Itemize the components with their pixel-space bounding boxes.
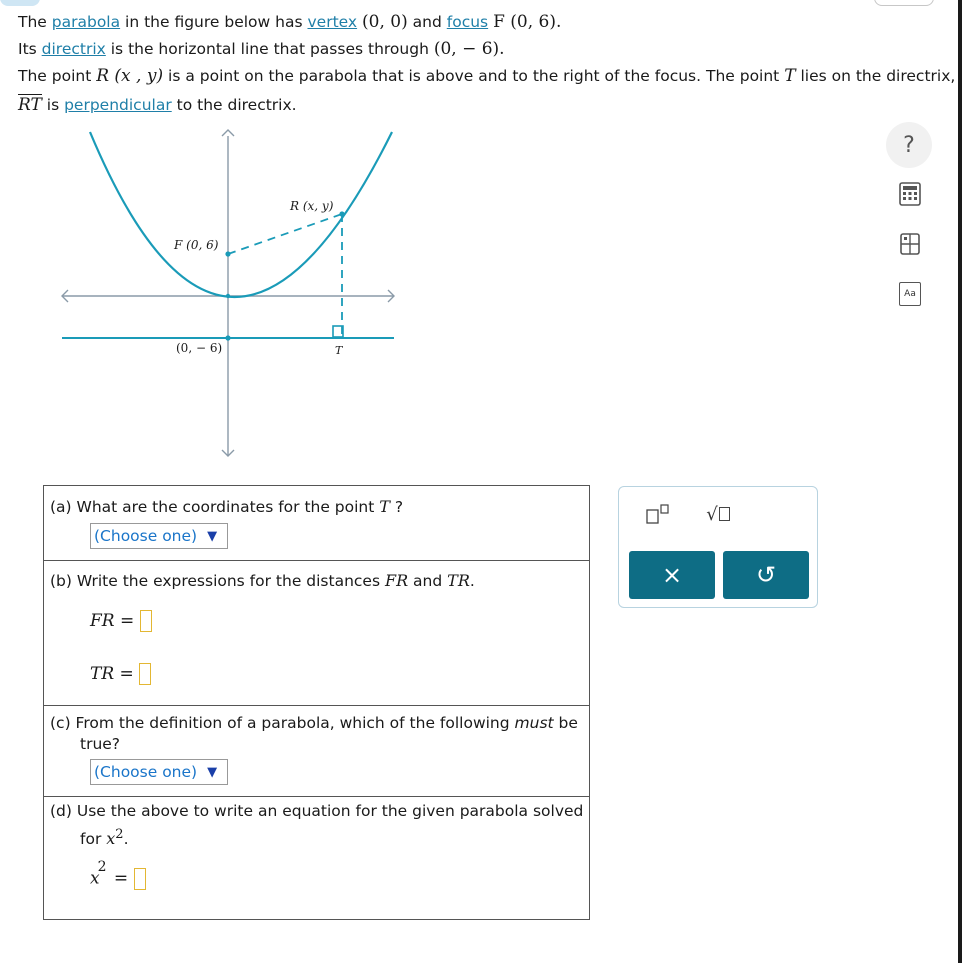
part-c-text: (c) From the definition of a parabola, which of the following (50, 714, 515, 732)
part-a-var: T (379, 497, 390, 516)
x2-answer-box[interactable] (134, 868, 146, 890)
glossary-icon: Aa (899, 282, 921, 306)
math-tool-palette (618, 486, 818, 608)
tr-answer-box[interactable] (139, 663, 151, 685)
link-focus[interactable]: focus (446, 13, 489, 31)
undo-button[interactable]: ↺ (723, 551, 809, 599)
intro-line-4 (18, 95, 297, 115)
clear-button[interactable]: × (629, 551, 715, 599)
segment-fr (228, 214, 342, 254)
question-box (43, 485, 590, 920)
part-d-sup: 2 (115, 827, 124, 842)
square-root-icon (706, 504, 729, 525)
intro-text: to the directrix. (171, 96, 297, 114)
glossary-button[interactable] (894, 278, 926, 310)
superscript-button[interactable] (629, 491, 687, 537)
part-b-tr: TR (447, 571, 470, 590)
sqrt-box (719, 507, 730, 521)
directrix-point-marker (225, 335, 230, 340)
part-a (44, 486, 589, 561)
vertex-point (226, 294, 230, 298)
focus-point (225, 251, 230, 256)
part-b-fr: FR (384, 571, 409, 590)
label-t: T (335, 344, 343, 357)
part-c-select-label: (Choose one) (94, 763, 198, 781)
intro-text: in the figure below has (120, 13, 308, 31)
link-directrix[interactable]: directrix (41, 40, 106, 58)
intro-text: is the horizontal line that passes through (105, 40, 434, 58)
part-c-select[interactable] (90, 759, 228, 785)
link-vertex[interactable]: vertex (307, 13, 358, 31)
x2-equation-sup: 2 (97, 859, 107, 875)
sqrt-symbol: √ (706, 503, 718, 525)
x2-equation (90, 859, 146, 890)
segment-rt: RT (18, 95, 42, 115)
part-b-text: (b) Write the expressions for the distances (50, 572, 385, 590)
intro-text: Its (18, 40, 42, 58)
part-b-period: . (469, 572, 475, 590)
part-d-var: x (106, 829, 116, 849)
part-c-must: must (514, 714, 554, 732)
top-right-control[interactable] (874, 0, 934, 6)
part-d-prompt-line2 (80, 827, 129, 848)
calculator-button[interactable] (894, 178, 926, 210)
parabola-curve (90, 132, 392, 297)
intro-line-3 (18, 66, 955, 86)
part-c-prompt-line1 (50, 714, 578, 732)
parabola-graph (50, 128, 400, 463)
tr-equation (90, 663, 151, 685)
tr-equation-lhs: TR = (90, 664, 134, 684)
label-directrix-point: (0, − 6) (176, 341, 223, 355)
part-a-select[interactable] (90, 523, 228, 549)
part-c-prompt-line2: true? (80, 735, 121, 753)
top-tab-indicator (0, 0, 40, 6)
link-perpendicular[interactable]: perpendicular (64, 96, 172, 114)
part-d-text: for (80, 830, 107, 849)
part-b-and: and (408, 572, 448, 590)
focus-value: F (0, 6). (493, 12, 562, 32)
data-table-button[interactable] (894, 228, 926, 260)
x2-equation-equals: = (113, 868, 129, 889)
intro-line-1 (18, 12, 561, 32)
intro-text: is (41, 96, 65, 114)
fr-answer-box[interactable] (140, 610, 152, 632)
point-r: R (x , y) (96, 66, 164, 86)
superscript-icon (645, 503, 671, 525)
intro-line-2 (18, 39, 505, 59)
part-a-prompt (50, 497, 403, 516)
calculator-icon (899, 182, 921, 206)
data-table-icon (899, 232, 921, 256)
r-point (339, 211, 344, 216)
intro-text: is a point on the parabola that is above and to the right of the focus. The point (163, 67, 785, 85)
label-r: R (x, y) (290, 199, 334, 213)
y-axis-arrow-up (222, 130, 234, 136)
part-c-text-end: be (553, 714, 578, 732)
fr-equation-lhs: FR = (90, 611, 135, 631)
part-d-period: . (123, 830, 129, 849)
help-button[interactable]: ? (886, 122, 932, 168)
intro-text: lies on the directrix, (795, 67, 956, 85)
chevron-down-icon: ▼ (207, 764, 218, 780)
part-b-prompt (50, 571, 475, 590)
right-edge-border (958, 0, 962, 963)
chevron-down-icon: ▼ (207, 528, 218, 544)
intro-text: The point (18, 67, 97, 85)
link-parabola[interactable]: parabola (51, 13, 121, 31)
part-c (44, 706, 589, 797)
part-d (44, 797, 589, 919)
part-a-text: (a) What are the coordinates for the point (50, 498, 380, 516)
directrix-point: (0, − 6). (433, 39, 505, 59)
label-f: F (0, 6) (174, 238, 219, 252)
fr-equation (90, 610, 152, 632)
vertex-value: (0, 0) (362, 12, 408, 32)
intro-text: and (407, 13, 447, 31)
part-d-prompt-line1: (d) Use the above to write an equation for the given parabola solved (50, 802, 584, 820)
intro-text: The (18, 13, 52, 31)
point-t: T (784, 66, 796, 86)
square-root-button[interactable] (689, 491, 747, 537)
part-b (44, 561, 589, 706)
part-a-text-end: ? (389, 498, 404, 516)
x2-equation-var: x (90, 868, 100, 889)
part-a-select-label: (Choose one) (94, 527, 198, 545)
